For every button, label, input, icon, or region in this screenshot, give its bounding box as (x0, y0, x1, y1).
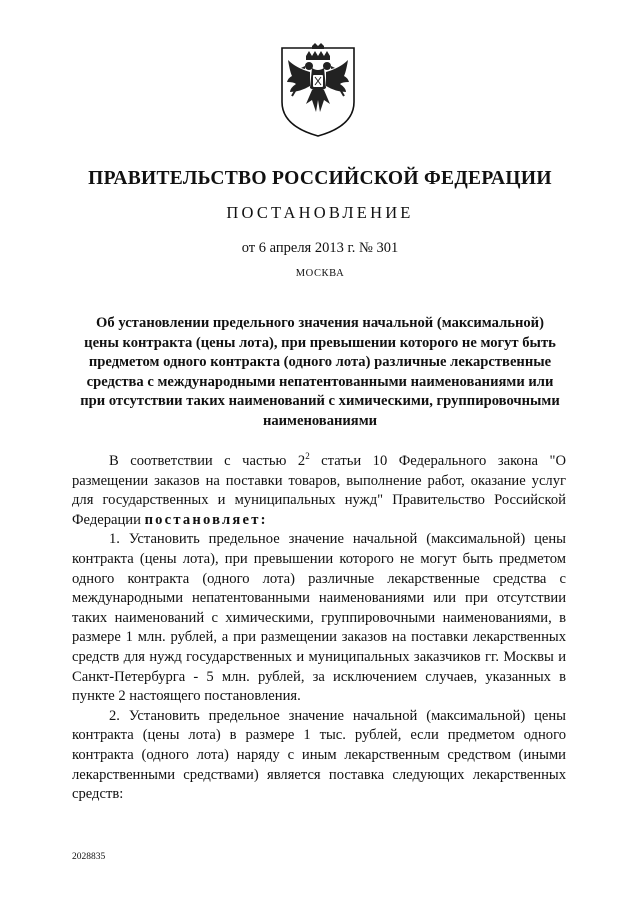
document-type: ПОСТАНОВЛЕНИЕ (226, 203, 414, 222)
preamble-superscript: 2 (305, 451, 310, 462)
clause-1: 1. Установить предельное значение начальной (максимальной) цены контракта (цены лота), при превышении которого не могут быть предметом одного контракта (одного лота) различные лекарственные средства с международными непатентованными наименованиями или при отсутствии таких наименований с химическими, группировочными наименованиями, в размере 1 млн. рублей, а при размещении заказов на поставки лекарственных средств для нужд государственных и муниципальных заказчиков гг. Москвы и Санкт-Петербурга - 5 млн. рублей, за исключением случаев, указанных в пункте 2 настоящего постановления. (72, 531, 566, 705)
footer-code: 2028835 (72, 852, 106, 862)
preamble-text-before: В соответствии с частью 2 (109, 453, 306, 469)
document-subject: Об установлении предельного значения начальной (максимальной) цены контракта (цены лота), при превышении которого не могут быть предметом одного контракта (одного лота) различные лекарственные средства с международными непатентованными наименованиями или при отсутствии таких наименований с химическими, группировочными наименованиями (80, 315, 560, 429)
document-date-number: от 6 апреля 2013 г. № 301 (241, 240, 399, 256)
resolves-word: постановляет: (144, 511, 268, 528)
preamble-text-after: статьи 10 Федерального закона "О размещении заказов на поставки товаров, выполнение работ, оказание услуг для государственных и муниципальных нужд" Правительство Российской Федерации (72, 453, 566, 528)
government-title: ПРАВИТЕЛЬСТВО РОССИЙСКОЙ ФЕДЕРАЦИИ (88, 168, 552, 189)
preamble-paragraph (72, 452, 566, 530)
clause-2: 2. Установить предельное значение начальной (максимальной) цены контракта (цены лота) в размере 1 тыс. рублей, если предметом одного контракта (одного лота) наряду с иным лекарственным средством (иными лекарственными средствами) является поставка следующих лекарственных средств: (72, 707, 566, 803)
document-city: МОСКВА (295, 268, 345, 279)
coat-of-arms-icon (278, 42, 358, 138)
document-body (72, 452, 566, 805)
